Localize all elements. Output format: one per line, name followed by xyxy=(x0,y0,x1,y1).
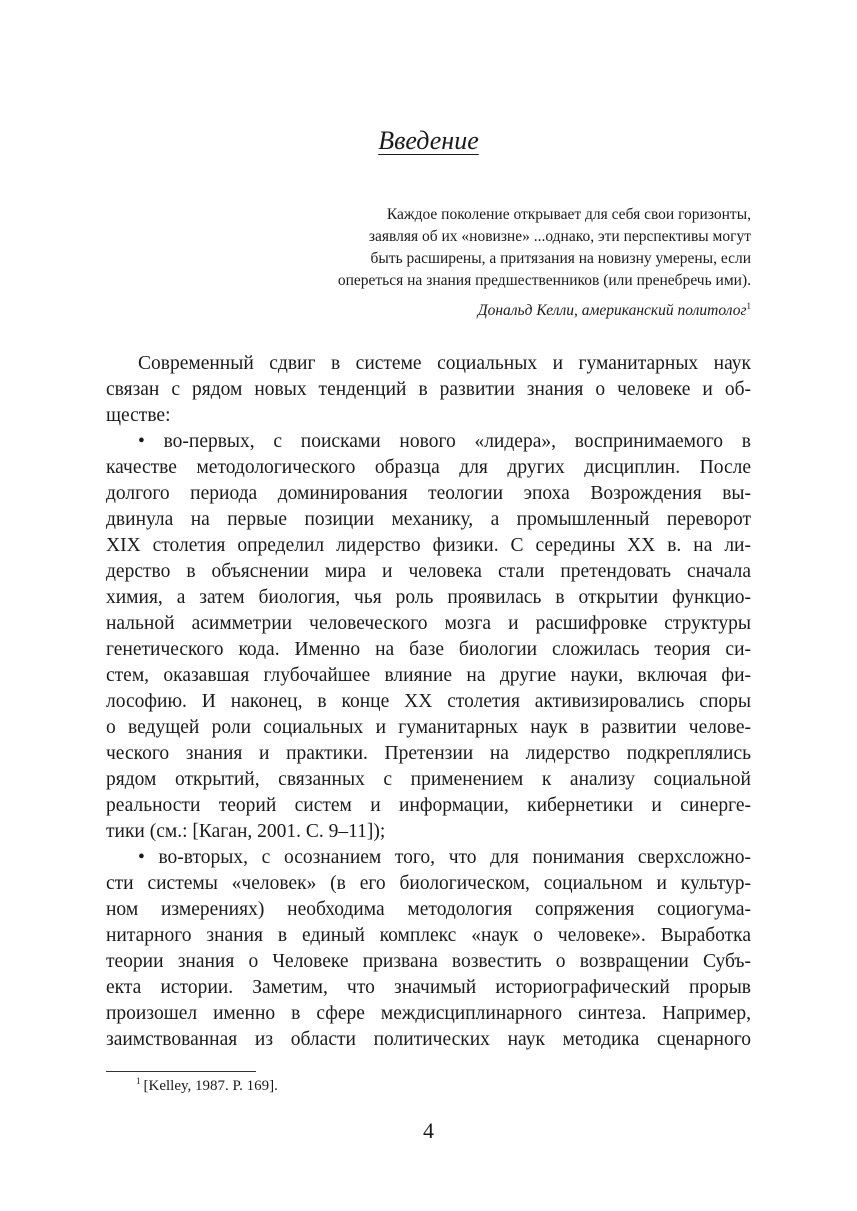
body-line: екта истории. Заметим, что значимый историографический прорыв xyxy=(106,977,751,998)
footnote xyxy=(136,1076,278,1095)
epigraph xyxy=(231,204,751,322)
body-line: связан с рядом новых тенденций в развитии знания о человеке и об- xyxy=(106,379,751,400)
body-line: теории знания о Человеке призвана возвестить о возвращении Субъ- xyxy=(106,951,751,972)
epigraph-line: заявляя об их «новизне» ...однако, эти перспективы могут xyxy=(368,228,751,245)
body-line: стем, оказавшая глубочайшее влияние на другие науки, включая фи- xyxy=(106,665,751,686)
body-line: качестве методологического образца для других дисциплин. После xyxy=(106,457,751,478)
body-line: тики (см.: [Каган, 2001. С. 9–11]); xyxy=(106,821,386,842)
body-line: генетического кода. Именно на базе биологии сложилась теория си- xyxy=(106,639,751,660)
body-line: химия, а затем биология, чья роль проявилась в открытии функцио- xyxy=(106,587,751,608)
body-line: нитарного знания в единый комплекс «наук о человеке». Выработка xyxy=(106,925,751,946)
body-line: Современный сдвиг в системе социальных и гуманитарных наук xyxy=(138,353,751,374)
body-line: рядом открытий, связанных с применением к анализу социальной xyxy=(106,769,751,790)
body-text xyxy=(106,351,751,1053)
body-line: ществе: xyxy=(106,405,171,426)
body-line: долгого периода доминирования теологии эпоха Возрождения вы- xyxy=(106,483,751,504)
epigraph-line: быть расширены, а притязания на новизну умерены, если xyxy=(370,250,751,267)
body-line: двинула на первые позиции механику, а промышленный переворот xyxy=(106,509,751,530)
page-title-text: Введение xyxy=(378,126,479,155)
body-line: реальности теорий систем и информации, кибернетики и синерге- xyxy=(106,795,751,816)
footnote-divider xyxy=(106,1071,256,1072)
body-line: XIX столетия определил лидерство физики. С середины XX в. на ли- xyxy=(106,535,751,556)
epigraph-line: Каждое поколение открывает для себя свои горизонты, xyxy=(386,206,751,223)
footnote-number: 1 xyxy=(136,1076,141,1086)
body-line: • во-первых, с поисками нового «лидера», воспринимаемого в xyxy=(138,431,751,452)
page-title xyxy=(0,126,857,156)
epigraph-author xyxy=(231,295,751,322)
footnote-reference[interactable]: 1 xyxy=(746,301,751,311)
footnote-text: [Kelley, 1987. P. 169]. xyxy=(143,1078,278,1094)
body-line: нальной асимметрии человеческого мозга и расшифровке структуры xyxy=(106,613,751,634)
body-line: лософию. И наконец, в конце XX столетия активизировались споры xyxy=(106,691,751,712)
body-line: ческого знания и практики. Претензии на лидерство подкреплялись xyxy=(106,743,751,764)
body-line: произошел именно в сфере междисциплинарного синтеза. Например, xyxy=(106,1003,751,1024)
body-line: о ведущей роли социальных и гуманитарных наук в развитии челове- xyxy=(106,717,751,738)
body-line: • во-вторых, с осознанием того, что для понимания сверхсложно- xyxy=(138,847,751,868)
body-line: заимствованная из области политических наук методика сценарного xyxy=(106,1029,751,1050)
epigraph-author-text: Дональд Келли, американский политолог xyxy=(477,302,747,319)
page-number: 4 xyxy=(423,1118,434,1143)
body-line: дерство в объяснении мира и человека стали претендовать сначала xyxy=(106,561,751,582)
body-line: ном измерениях) необходима методология сопряжения социогума- xyxy=(106,899,751,920)
epigraph-line: опереться на знания предшественников (или пренебречь ими). xyxy=(337,272,751,289)
body-line: сти системы «человек» (в его биологическом, социальном и культур- xyxy=(106,873,751,894)
